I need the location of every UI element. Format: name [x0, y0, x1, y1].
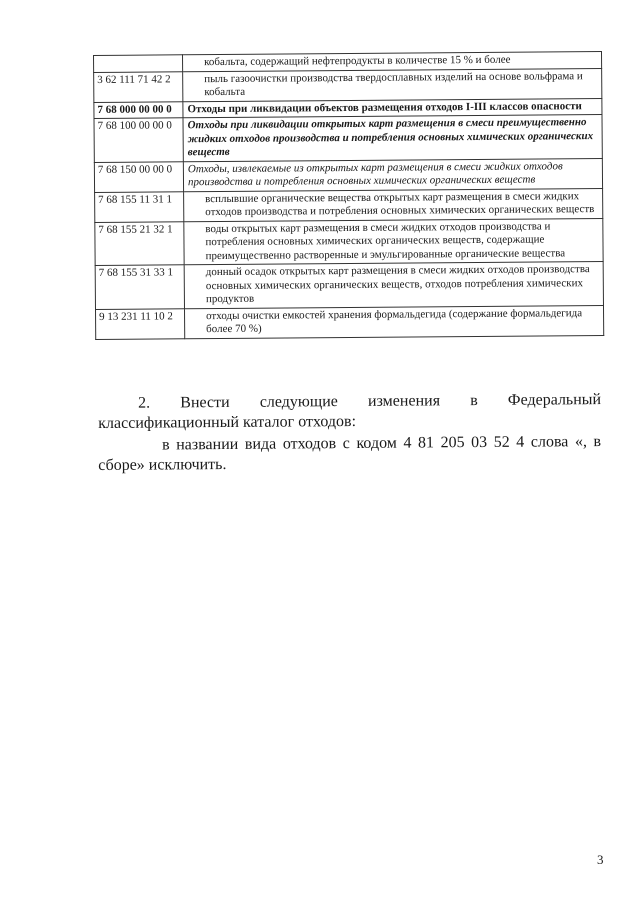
waste-code: 7 68 155 31 33 1 — [95, 265, 184, 309]
waste-name: донный осадок открытых карт размещения в смеси жидких отходов производства основных химических органических веществ, отходов потребления химических продуктов — [184, 261, 603, 308]
waste-code: 7 68 100 00 00 0 — [94, 118, 183, 162]
waste-code: 7 68 150 00 00 0 — [94, 161, 183, 192]
waste-code: 7 68 000 00 00 0 — [94, 101, 183, 118]
page-number: 3 — [597, 852, 604, 867]
waste-name: Отходы при ликвидации открытых карт размещения в смеси преимущественно жидких отходов производства и потребления основных химических органических веществ — [183, 115, 602, 162]
table-row — [94, 158, 602, 192]
waste-code: 3 62 111 71 42 2 — [94, 71, 183, 102]
waste-classification-table — [93, 51, 604, 339]
waste-name: кобальта, содержащий нефтепродукты в количестве 15 % и более — [183, 52, 602, 72]
waste-code: 7 68 155 21 32 1 — [95, 221, 184, 265]
table-row — [95, 305, 603, 339]
table-row — [95, 218, 603, 265]
waste-code: 7 68 155 11 31 1 — [95, 191, 184, 222]
table-row — [94, 68, 602, 102]
waste-name: Отходы при ликвидации объектов размещения отходов I-III классов опасности — [183, 98, 602, 118]
table-row — [95, 261, 603, 308]
waste-name: всплывшие органические вещества открытых карт размещения в смеси жидких отходов производства и потребления основных химических органических веществ — [184, 188, 603, 221]
waste-name: отходы очистки емкостей хранения формальдегида (содержание формальдегида более 70 %) — [184, 305, 603, 338]
waste-name: пыль газоочистки производства твердосплавных изделий на основе вольфрама и кобальта — [183, 68, 602, 101]
waste-code — [94, 55, 183, 72]
amendment-paragraph: 2. Внести следующие изменения в Федеральный классификационный каталог отходов: — [98, 391, 602, 432]
table-row — [95, 188, 603, 222]
amendment-detail-paragraph: в названии вида отходов с кодом 4 81 205 03 52 4 слова «, в сборе» исключить. — [98, 433, 602, 474]
table-row — [94, 115, 602, 162]
waste-name: воды открытых карт размещения в смеси жидких отходов производства и потребления основных химических органических веществ, содержащие преимущественно растворенные и эмульгированные органические вещества — [184, 218, 603, 265]
waste-name: Отходы, извлекаемые из открытых карт размещения в смеси жидких отходов производства и потребления основных химических органических веществ — [183, 158, 602, 191]
waste-code: 9 13 231 11 10 2 — [95, 308, 184, 339]
